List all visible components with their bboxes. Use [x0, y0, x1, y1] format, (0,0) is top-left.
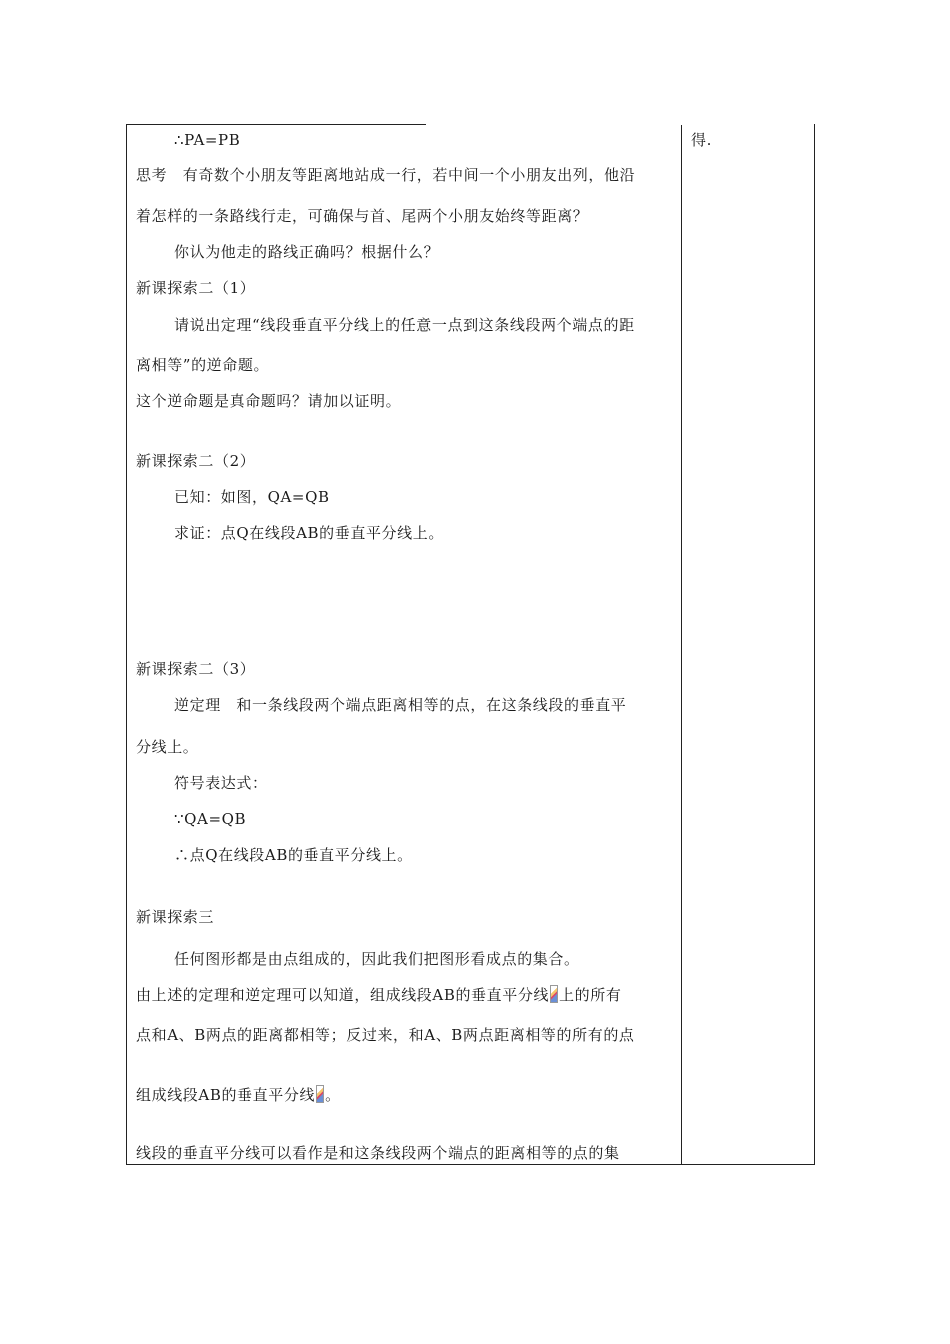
text-line: 你认为他走的路线正确吗？根据什么？: [174, 243, 440, 261]
text-line: 求证：点Q在线段AB的垂直平分线上。: [174, 524, 444, 542]
text-line: 这个逆命题是真命题吗？请加以证明。: [136, 392, 402, 410]
text-line: 已知：如图，QA=QB: [174, 488, 330, 506]
text-line: 线段的垂直平分线可以看作是和这条线段两个端点的距离相等的点的集: [136, 1144, 620, 1162]
side-note: 得.: [691, 131, 712, 149]
broken-image-icon: [550, 985, 558, 1003]
text-line: 点和A、B两点的距离都相等；反过来，和A、B两点距离相等的所有的点: [136, 1026, 635, 1044]
text-line: 符号表达式：: [174, 774, 268, 792]
text-line: 逆定理 和一条线段两个端点距离相等的点，在这条线段的垂直平: [174, 696, 627, 714]
text-line: 分线上。: [136, 738, 199, 756]
section-heading: 新课探索二（2）: [136, 452, 256, 470]
text-line: 着怎样的一条路线行走，可确保与首、尾两个小朋友始终等距离？: [136, 207, 589, 225]
text-line: 任何图形都是由点组成的，因此我们把图形看成点的集合。: [174, 950, 580, 968]
text-segment: 由上述的定理和逆定理可以知道，组成线段AB的垂直平分线: [136, 986, 550, 1004]
section-heading: 新课探索二（3）: [136, 660, 256, 678]
broken-image-icon: [316, 1085, 324, 1103]
text-line: ∵QA=QB: [174, 810, 247, 828]
text-line: 请说出定理“线段垂直平分线上的任意一点到这条线段两个端点的距: [174, 316, 635, 334]
section-heading: 新课探索三: [136, 908, 215, 926]
text-segment: 上的所有: [559, 986, 622, 1004]
lesson-table: [126, 124, 815, 1165]
text-line: [136, 1085, 341, 1105]
table-top-gap: [426, 123, 814, 126]
text-line: ∴点Q在线段AB的垂直平分线上。: [174, 846, 413, 864]
section-heading: 新课探索二（1）: [136, 279, 256, 297]
text-line: 思考 有奇数个小朋友等距离地站成一行，若中间一个小朋友出列，他沿: [136, 166, 636, 184]
text-line: ∴PA=PB: [174, 131, 241, 149]
text-line: 离相等”的逆命题。: [136, 356, 270, 374]
column-divider: [681, 125, 682, 1164]
text-segment: 组成线段AB的垂直平分线: [136, 1086, 316, 1104]
text-line: [136, 985, 621, 1005]
text-segment: 。: [325, 1086, 341, 1104]
